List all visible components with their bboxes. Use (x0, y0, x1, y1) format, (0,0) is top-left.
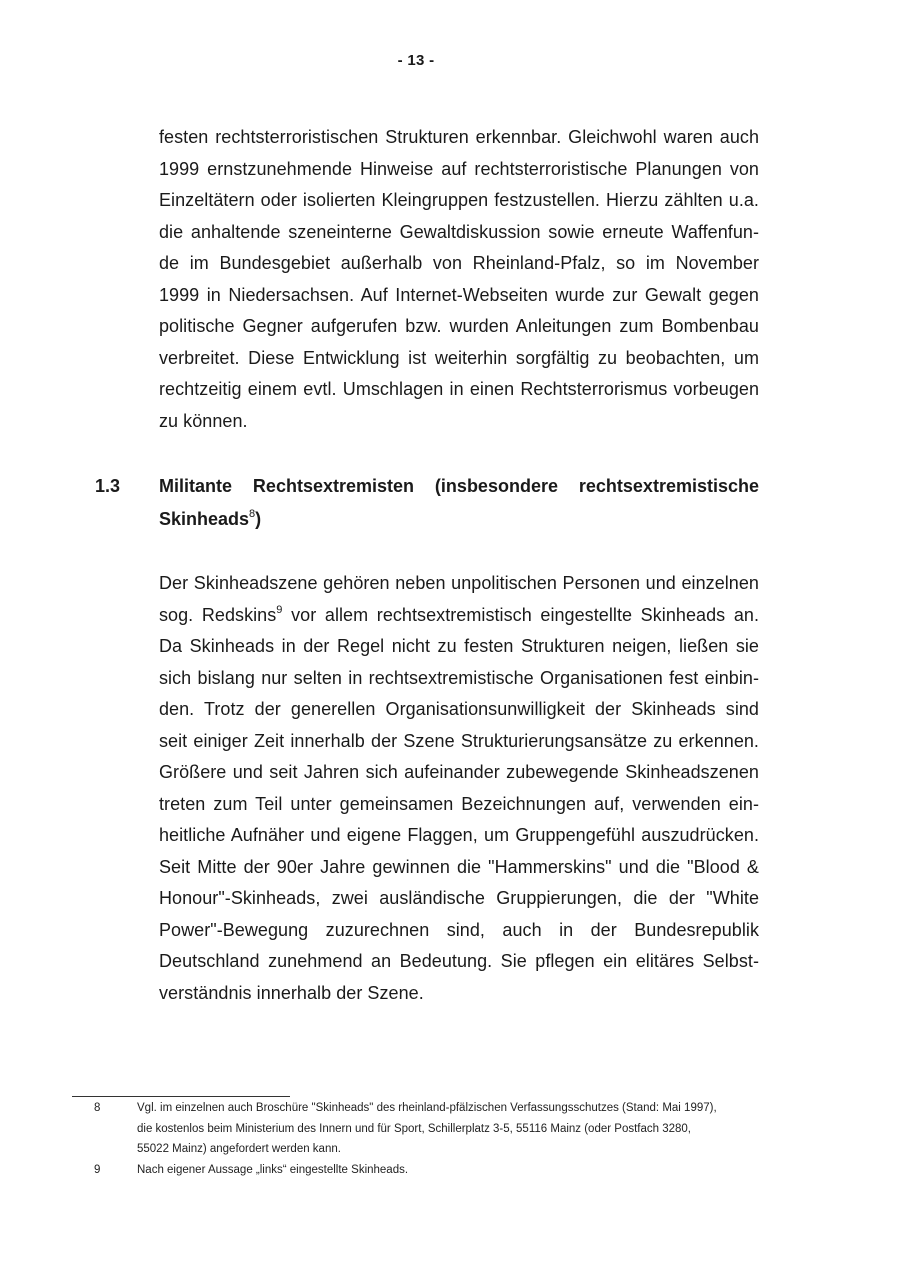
text-line: 1999 ernstzunehmende Hinweise auf rechtsterroristische Planungen von (159, 158, 759, 179)
text-line: zu können. (159, 410, 248, 431)
text-line: rechtzeitig einem evtl. Umschlagen in einen Rechtsterrorismus vorbeugen (159, 379, 759, 399)
text-line: Honour"-Skinheads, zwei ausländische Gruppierungen, die der "White (159, 888, 759, 908)
text-line: festen rechtsterroristischen Strukturen erkennbar. Gleichwohl waren auch (159, 127, 759, 147)
footnote-line: Nach eigener Aussage „links“ eingestellte Skinheads. (137, 1163, 409, 1176)
paragraph-1 (159, 122, 759, 437)
text-fragment: sog. Redskins (159, 604, 277, 625)
text-line: Seit Mitte der 90er Jahre gewinnen die "Hammerskins" und die "Blood & (159, 856, 759, 877)
paragraph-2 (159, 568, 759, 1009)
text-line: Größere und seit Jahren sich aufeinander zubewegende Skinheadszenen (159, 762, 759, 782)
text-line (159, 600, 759, 632)
footnote-9 (0, 1160, 900, 1181)
footnote-8 (0, 1098, 900, 1160)
text-line: Da Skinheads in der Regel nicht zu festen Strukturen neigen, ließen sie (159, 636, 759, 656)
text-line: 1999 in Niedersachsen. Auf Internet-Webseiten wurde zur Gewalt gegen (159, 284, 759, 305)
footnote-text (137, 1160, 757, 1181)
page-number: - 13 - (397, 52, 435, 69)
footnote-number: 9 (94, 1163, 101, 1176)
text-line: sich bislang nur selten in rechtsextremistische Organisationen fest einbin- (159, 667, 759, 688)
text-line: Power"-Bewegung zuzurechnen sind, auch in der Bundesrepublik (159, 919, 759, 940)
footnote-line: die kostenlos beim Ministerium des Innern und für Sport, Schillerplatz 3-5, 55116 Mainz (oder Postfach 3280, (137, 1122, 691, 1135)
section-number: 1.3 (95, 476, 121, 496)
footnote-separator (72, 1096, 290, 1097)
footnote-text (137, 1098, 757, 1160)
footnote-number: 8 (94, 1102, 101, 1114)
text-line: die anhaltende szeneinterne Gewaltdiskussion sowie erneute Waffenfun- (159, 221, 759, 242)
text-line: politische Gegner aufgerufen bzw. wurden Anleitungen zum Bombenbau (159, 316, 759, 336)
footnotes (0, 1098, 900, 1180)
text-line: verständnis innerhalb der Szene. (159, 982, 424, 1003)
text-line: Deutschland zunehmend an Bedeutung. Sie pflegen ein elitäres Selbst- (159, 951, 759, 971)
text-line: seit einiger Zeit innerhalb der Szene Strukturierungsansätze zu erkennen. (159, 730, 759, 751)
text-line: treten zum Teil unter gemeinsamen Bezeichnungen auf, verwenden ein- (159, 793, 759, 814)
section-title-line: Militante Rechtsextremisten (insbesondere rechtsextremistische (159, 476, 759, 496)
footnote-line: 55022 Mainz) angefordert werden kann. (137, 1143, 341, 1155)
section-title (159, 470, 759, 536)
text-line: heitliche Aufnäher und eigene Flaggen, um Gruppengefühl auszudrücken. (159, 825, 759, 845)
text-line: de im Bundesgebiet außerhalb von Rheinland-Pfalz, so im November (159, 253, 759, 273)
text-line: den. Trotz der generellen Organisationsunwilligkeit der Skinheads sind (159, 699, 759, 719)
footnote-line: Vgl. im einzelnen auch Broschüre "Skinheads" des rheinland-pfälzischen Verfassungsschutzes (Stand: Mai 1997), (137, 1102, 717, 1114)
text-line: Der Skinheadszene gehören neben unpolitischen Personen und einzelnen (159, 573, 759, 593)
section-title-end: ) (255, 509, 262, 529)
text-line: Einzeltätern oder isolierten Kleingruppen festzustellen. Hierzu zählten u.a. (159, 190, 759, 210)
section-title-text: Skinheads (159, 509, 250, 529)
text-fragment: vor allem rechtsextremistisch eingestellte Skinheads an. (282, 604, 759, 625)
text-line: verbreitet. Diese Entwicklung ist weiterhin sorgfältig zu beobachten, um (159, 347, 759, 368)
section-title-line (159, 503, 759, 536)
footnote-ref-9[interactable]: 9 (276, 603, 283, 616)
footnote-ref-8[interactable]: 8 (249, 508, 256, 520)
